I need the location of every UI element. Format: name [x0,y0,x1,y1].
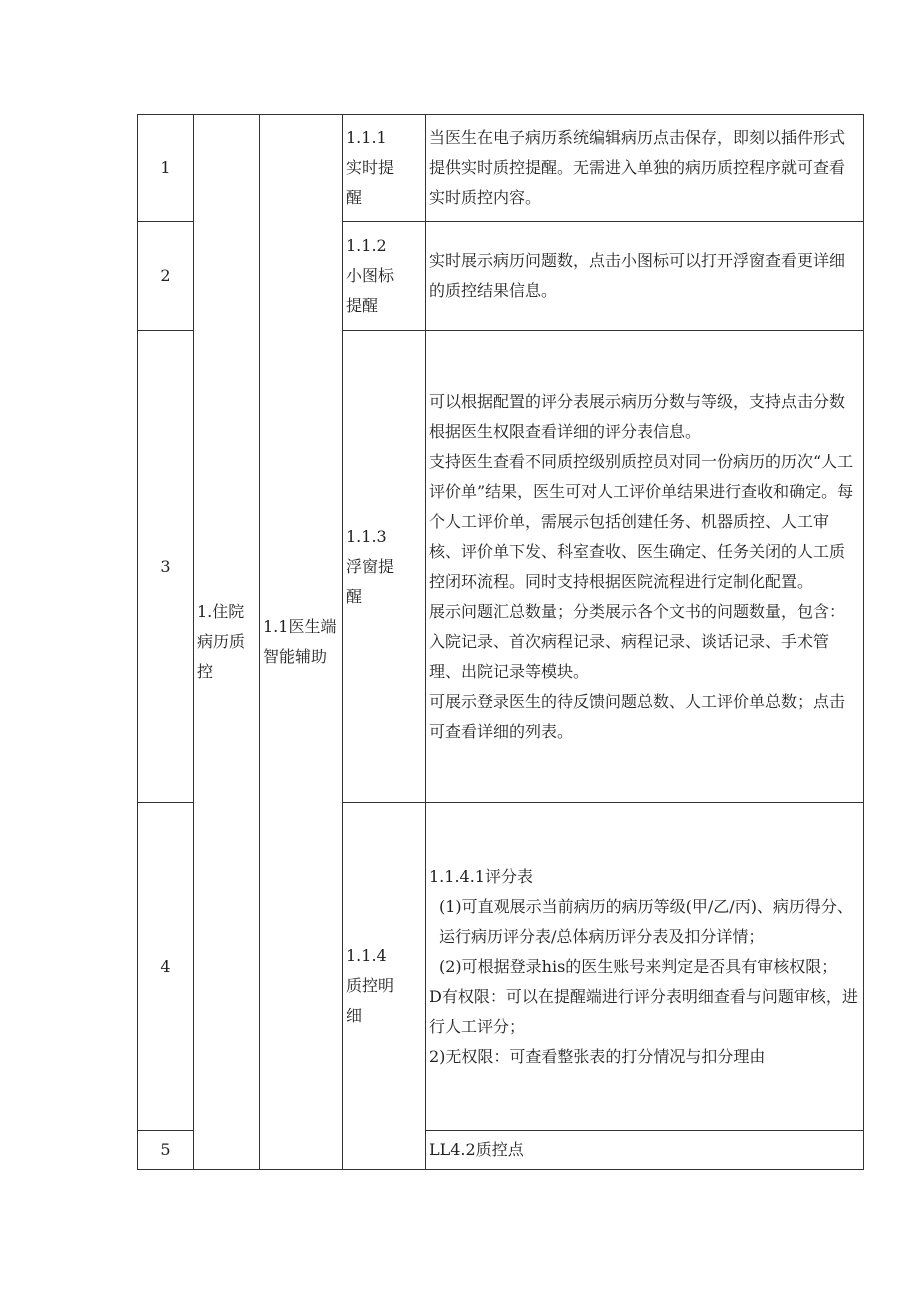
feature-cell: 1.1.4 质控明 细 [343,803,426,1170]
description-paragraph: LL4.2质控点 [429,1140,524,1159]
description-cell [426,803,864,1131]
description-paragraph: 展示问题汇总数量；分类展示各个文书的问题数量，包含：入院记录、首次病程记录、病程记录、谈话记录、手术管理、出院记录等模块。 [429,601,846,681]
feature-cell: 1.1.2 小图标 提醒 [343,222,426,331]
requirements-table [137,114,864,1170]
description-paragraph: 支持医生查看不同质控级别质控员对同一份病历的历次“人工评价单”结果，医生可对人工评价单结果进行查收和确定。每个人工评价单，需展示包括创建任务、机器质控、人工审核、评价单下发、科室查收、医生确定、任务关闭的人工质控闭环流程。同时支持根据医院流程进行定制化配置。 [429,451,854,591]
description-cell [426,222,864,331]
row-number: 4 [138,803,194,1131]
description-paragraph: 可展示登录医生的待反馈问题总数、人工评价单总数；点击可查看详细的列表。 [429,691,846,741]
row-number: 1 [138,115,194,222]
category-cell: 1.住院病历质控 [194,115,260,1170]
description-paragraph: D有权限：可以在提醒端进行评分表明细查看与问题审核，进行人工评分； [429,986,858,1036]
description-paragraph: 当医生在电子病历系统编辑病历点击保存，即刻以插件形式提供实时质控提醒。无需进入单独的病历质控程序就可查看实时质控内容。 [429,128,846,207]
row-number: 3 [138,331,194,803]
description-paragraph: 实时展示病历问题数，点击小图标可以打开浮窗查看更详细的质控结果信息。 [429,251,846,300]
description-paragraph: (1)可直观展示当前病历的病历等级(甲/乙/丙)、病历得分、运行病历评分表/总体病历评分表及扣分详情； [439,896,853,946]
subcategory-cell: 1.1医生端智能辅助 [260,115,343,1170]
feature-cell: 1.1.1 实时提 醒 [343,115,426,222]
description-paragraph: 2)无权限：可查看整张表的打分情况与扣分理由 [429,1046,766,1066]
description-paragraph: (2)可根据登录his的医生账号来判定是否具有审核权限； [439,956,838,976]
feature-cell: 1.1.3 浮窗提 醒 [343,331,426,803]
description-cell [426,1131,864,1170]
row-number: 5 [138,1131,194,1170]
description-cell [426,115,864,222]
table-row [138,115,864,222]
description-heading: 1.1.4.1评分表 [429,866,533,886]
description-cell [426,331,864,803]
description-paragraph: 可以根据配置的评分表展示病历分数与等级，支持点击分数根据医生权限查看详细的评分表信息。 [429,391,846,441]
row-number: 2 [138,222,194,331]
